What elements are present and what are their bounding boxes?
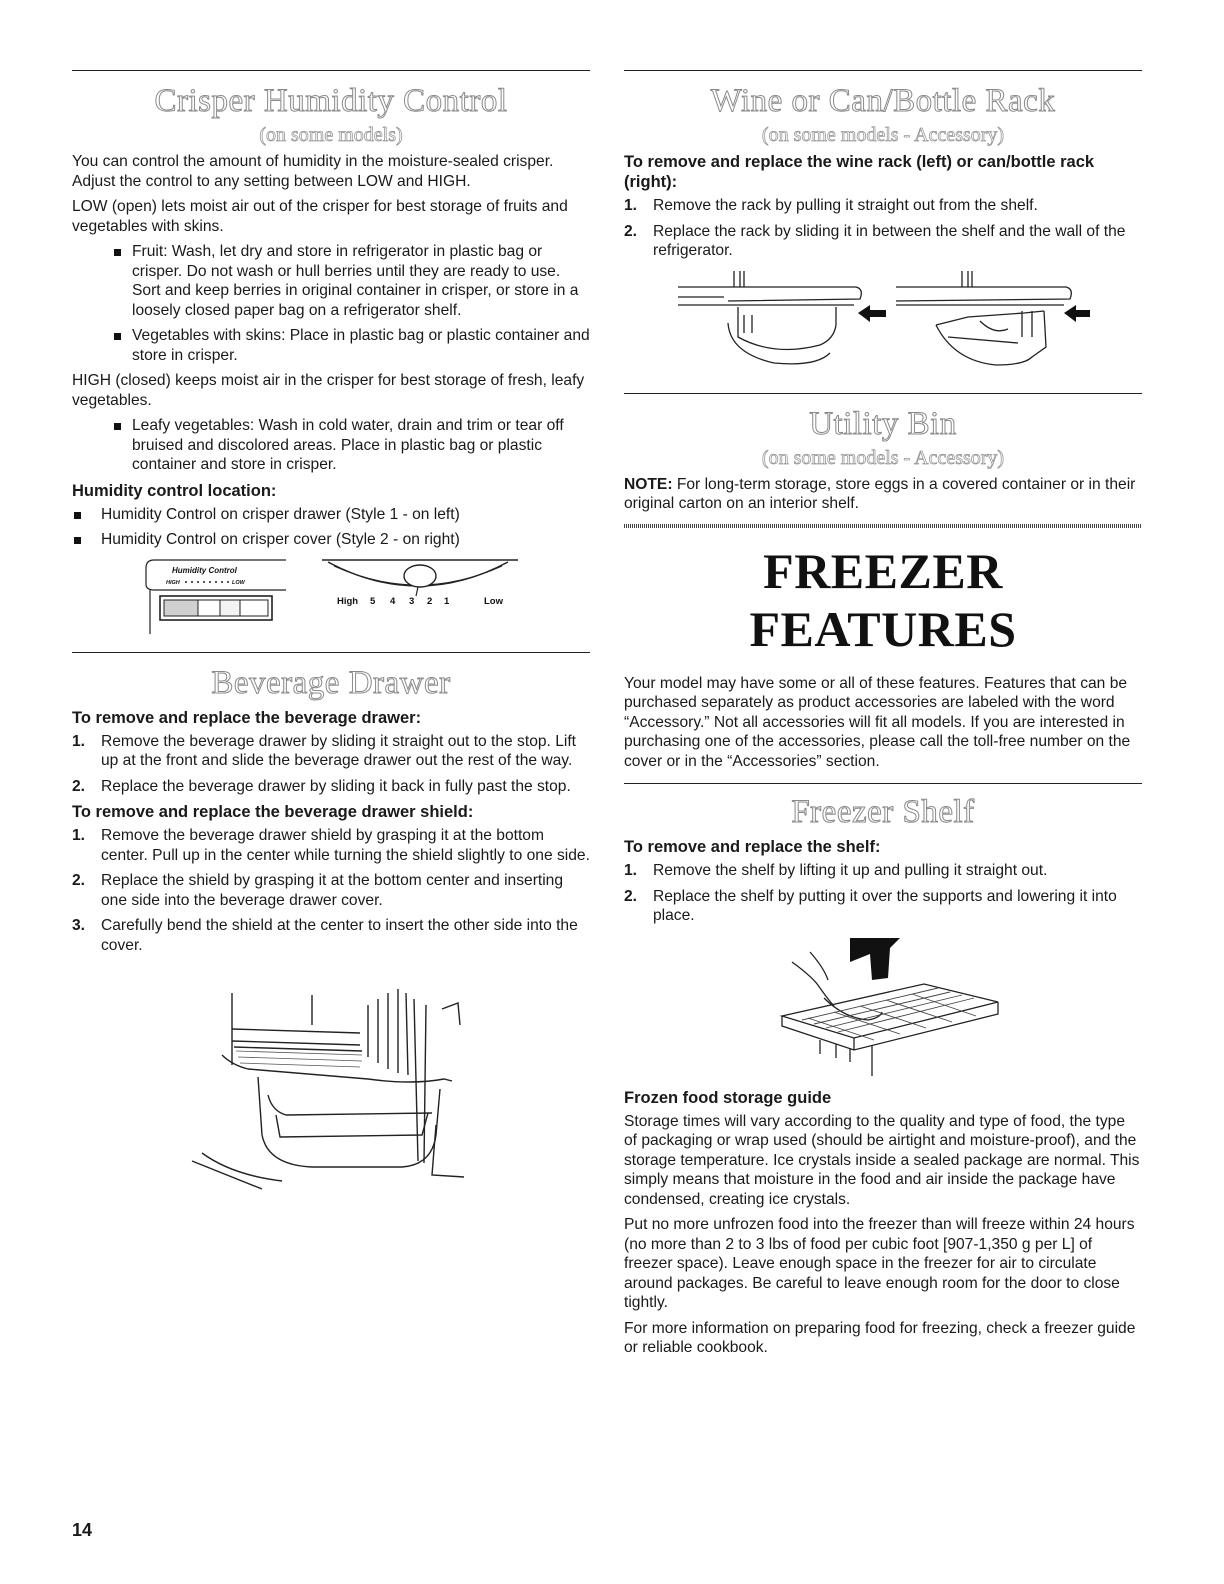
list-item: 1. Remove the beverage drawer by sliding it straight out to the stop. Lift up at the front and slide the beverage drawer out the rest of the way. bbox=[72, 732, 577, 769]
list-item: 3. Carefully bend the shield at the center to insert the other side into the cover. bbox=[72, 917, 578, 954]
guide-paragraph: Put no more unfrozen food into the freezer than will freeze within 24 hours (no more than 2 to 3 lbs of food per cubic foot [907-1,350 g per L] of freezer space). Leave enough space in the freezer for air to circulate around packages. Be careful to leave enough room for the door to close tightly. bbox=[624, 1216, 1135, 1311]
wine-subtitle: (on some models - Accessory) bbox=[761, 124, 1005, 146]
utility-title: Utility Bin bbox=[809, 405, 957, 442]
humidity-control-figure bbox=[72, 556, 590, 652]
list-item: Vegetables with skins: Place in plastic bag or plastic container and store in crisper. bbox=[72, 326, 590, 365]
humidity-label: Humidity Control bbox=[172, 565, 237, 575]
list-item: Fruit: Wash, let dry and store in refrigerator in plastic bag or crisper. Do not wash or hull berries until they are ready to use. Sort and keep berries in original container in crisper, or store in a loosely closed paper bag on a refrigerator shelf. bbox=[72, 242, 590, 320]
humidity-control-illustration bbox=[72, 556, 590, 652]
guide-paragraph: For more information on preparing food for freezing, check a freezer guide or reliable cookbook. bbox=[624, 1319, 1136, 1356]
freezer-shelf-illustration bbox=[624, 932, 1142, 1080]
dial-low: Low bbox=[484, 595, 503, 607]
list-item: 2. Replace the shelf by putting it over the supports and lowering it into place. bbox=[624, 887, 1117, 924]
utility-note: NOTE: For long-term storage, store eggs in a covered container or in their original carton on an interior shelf. bbox=[624, 475, 1136, 512]
shelf-steps bbox=[624, 861, 1142, 926]
list-item: Humidity Control on crisper cover (Style 2 - on right) bbox=[72, 530, 590, 550]
low-bullets bbox=[72, 242, 590, 365]
beverage-drawer-illustration bbox=[72, 985, 590, 1195]
crisper-title: Crisper Humidity Control bbox=[154, 83, 508, 119]
list-item: 1. Remove the shelf by lifting it up and pulling it straight out. bbox=[624, 862, 1048, 879]
section-divider bbox=[624, 393, 1142, 394]
beverage-title: Beverage Drawer bbox=[211, 664, 451, 701]
beverage-steps-1 bbox=[72, 732, 590, 797]
dial-number: 1 bbox=[444, 595, 450, 607]
section-divider bbox=[624, 783, 1142, 784]
location-heading: Humidity control location: bbox=[72, 481, 277, 500]
crisper-subtitle: (on some models) bbox=[259, 124, 403, 146]
dotted-divider bbox=[624, 524, 1142, 528]
left-column bbox=[72, 70, 590, 1195]
wine-rack-figure bbox=[624, 267, 1142, 383]
list-item: 1. Remove the rack by pulling it straight out from the shelf. bbox=[624, 197, 1038, 214]
beverage-steps-2 bbox=[72, 826, 590, 955]
right-column bbox=[624, 70, 1142, 1364]
wine-title: Wine or Can/Bottle Rack bbox=[710, 83, 1056, 119]
section-divider bbox=[72, 70, 590, 71]
freezer-intro: Your model may have some or all of these features. Features that can be purchased separately as product accessories are labeled with the word “Accessory.” Not all accessories will fit all models. If you are interested in purchasing one of the accessories, please call the toll-free number on the cover or in the “Accessories” section. bbox=[624, 674, 1131, 770]
section-divider bbox=[624, 70, 1142, 71]
wine-rack-illustration bbox=[624, 267, 1142, 383]
utility-subtitle: (on some models - Accessory) bbox=[761, 446, 1005, 469]
scale-low: LOW bbox=[232, 579, 245, 586]
crisper-intro: You can control the amount of humidity in the moisture-sealed crisper. Adjust the control to any setting between LOW and HIGH. bbox=[72, 153, 554, 190]
arrow-icon bbox=[858, 305, 886, 322]
guide-heading: Frozen food storage guide bbox=[624, 1088, 832, 1107]
list-item: 2. Replace the rack by sliding it in between the shelf and the wall of the refrigerator. bbox=[624, 222, 1126, 259]
crisper-low-text: LOW (open) lets moist air out of the crisper for best storage of fruits and vegetables with skins. bbox=[72, 198, 568, 235]
list-item: Humidity Control on crisper drawer (Style 1 - on left) bbox=[72, 505, 590, 525]
freezer-shelf-title: Freezer Shelf bbox=[791, 794, 975, 830]
freezer-shelf-figure bbox=[624, 932, 1142, 1080]
crisper-high-text: HIGH (closed) keeps moist air in the crisper for best storage of fresh, leafy vegetables. bbox=[72, 372, 585, 409]
list-item: Leafy vegetables: Wash in cold water, drain and trim or tear off bruised and discolored areas. Place in plastic bag or plastic container and store in crisper. bbox=[72, 416, 590, 475]
guide-paragraph: Storage times will vary according to the quality and type of food, the type of packaging or wrap used (should be airtight and moisture-proof), and the storage temperature. Ice crystals inside a sealed package are normal. This simply means that moisture in the food and air inside the package have condensed, creating ice crystals. bbox=[624, 1112, 1140, 1208]
wine-steps bbox=[624, 196, 1142, 261]
dial-number: 3 bbox=[409, 595, 415, 607]
page-number: 14 bbox=[72, 1520, 93, 1540]
list-item: 2. Replace the beverage drawer by sliding it back in fully past the stop. bbox=[72, 777, 571, 795]
up-arrow-icon bbox=[850, 938, 900, 980]
dial-high: High bbox=[337, 595, 359, 607]
location-bullets bbox=[72, 505, 590, 550]
high-bullets bbox=[72, 416, 590, 475]
dial-number: 4 bbox=[390, 595, 396, 607]
dial-number: 5 bbox=[370, 595, 376, 607]
wine-heading: To remove and replace the wine rack (left) or can/bottle rack (right): bbox=[624, 153, 1095, 191]
list-item: 1. Remove the beverage drawer shield by grasping it at the bottom center. Pull up in the center while turning the shield slightly to one side. bbox=[72, 827, 590, 864]
dial-number: 2 bbox=[427, 595, 433, 607]
beverage-heading-2: To remove and replace the beverage drawer shield: bbox=[72, 803, 474, 821]
scale-high: HIGH bbox=[166, 579, 180, 586]
beverage-drawer-figure bbox=[72, 985, 590, 1195]
shelf-heading: To remove and replace the shelf: bbox=[624, 838, 881, 856]
arrow-icon bbox=[1064, 305, 1090, 322]
beverage-heading-1: To remove and replace the beverage drawer: bbox=[72, 708, 422, 727]
freezer-features-heading: FREEZER FEATURES bbox=[749, 542, 1017, 657]
list-item: 2. Replace the shield by grasping it at the bottom center and inserting one side into the beverage drawer cover. bbox=[72, 872, 564, 909]
